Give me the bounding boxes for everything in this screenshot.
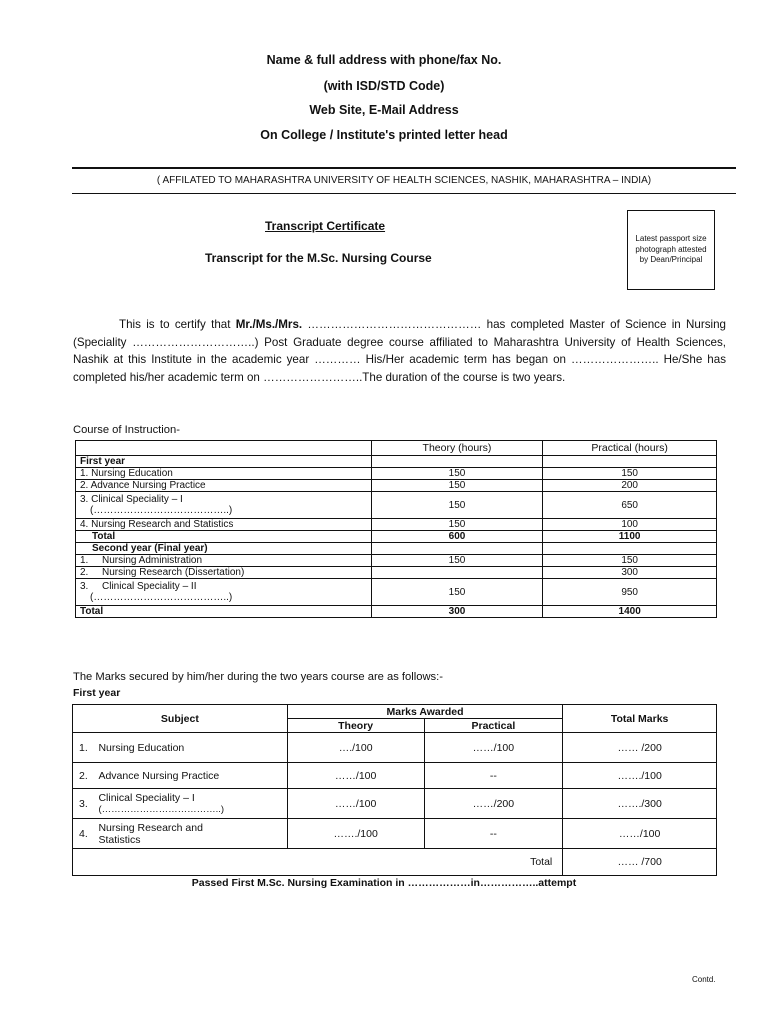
marks-intro: The Marks secured by him/her during the two years course are as follows:- [73,671,443,683]
header-practical: Practical [424,719,563,733]
row-total: ……./100 [563,763,717,789]
row-subject: Advance Nursing Practice [98,763,287,789]
row-no: 2. [73,763,99,789]
row-practical: 100 [543,519,717,531]
table-row [73,763,717,789]
row-practical: 300 [543,567,717,579]
photo-box-text: Latest passport size photograph attested by Dean/Principal [635,234,707,265]
row-subject-cell [98,789,287,819]
row-no: 1. [73,733,99,763]
row-theory: 150 [371,555,543,567]
marks-table [72,704,717,876]
photo-placeholder-box [627,210,715,290]
row-subject: 3. Clinical Speciality – I [80,494,183,505]
row-subject: Nursing Administration [102,555,203,566]
table-row [76,492,717,519]
row-theory: ……/100 [287,789,424,819]
table-row [76,480,717,492]
name-label: Mr./Ms./Mrs. [235,318,303,331]
table-row [76,519,717,531]
header-rule-bottom [72,193,736,194]
total-theory: 300 [371,606,543,618]
table-row [76,579,717,606]
row-subject-cell [76,579,372,606]
row-total: …… /200 [563,733,717,763]
row-practical: ……/200 [424,789,563,819]
row-practical: 650 [543,492,717,519]
row-total: ……./300 [563,789,717,819]
row-no: 1. [80,555,89,566]
row-no: 3. [80,581,89,592]
row-no: 3. [73,789,99,819]
total-theory: 600 [371,531,543,543]
passed-exam-line: Passed First M.Sc. Nursing Examination in ………………in……………..attempt [191,877,577,889]
marks-total-row [73,849,717,876]
table-row [73,819,717,849]
row-subject: 2. Advance Nursing Practice [76,480,372,492]
row-practical: ……/100 [424,733,563,763]
body-text-part1: This is to certify that [119,318,236,331]
letterhead-line-2: (with ISD/STD Code) [323,79,445,93]
certification-paragraph [73,316,726,386]
marks-header-row-1 [73,705,717,719]
row-subject-cell [98,819,287,849]
letterhead-line-1: Name & full address with phone/fax No. [266,53,502,67]
row-practical: 150 [543,468,717,480]
letterhead-line-4: On College / Institute's printed letter head [260,128,508,142]
total-value: …… /700 [563,849,717,876]
row-theory: 150 [371,579,543,606]
total-row-second-year [76,606,717,618]
course-instruction-caption: Course of Instruction- [73,424,180,436]
header-subject [76,441,372,456]
row-total: ……/100 [563,819,717,849]
letterhead-line-3: Web Site, E-Mail Address [309,103,459,117]
row-no: 2. [80,567,89,578]
table-header-row [76,441,717,456]
table-row [76,555,717,567]
row-subject-cell [76,492,372,519]
section-row-first-year [76,456,717,468]
row-theory: ……/100 [287,763,424,789]
table-row [76,468,717,480]
row-subject: Clinical Speciality – II [102,581,197,592]
certificate-subtitle: Transcript for the M.Sc. Nursing Course [205,251,432,265]
header-marks-awarded: Marks Awarded [287,705,562,719]
row-subject-cell [76,555,372,567]
header-practical-hours: Practical (hours) [543,441,717,456]
row-theory: 150 [371,480,543,492]
total-label: Total [73,849,563,876]
header-rule-top [72,167,736,169]
row-subject-line2: Statistics [98,833,141,846]
marks-year-label: First year [73,687,121,699]
row-practical: -- [424,763,563,789]
row-theory: 150 [371,519,543,531]
affiliation-text: ( AFFILATED TO MAHARASHTRA UNIVERSITY OF HEALTH SCIENCES, NASHIK, MAHARASHTRA – INDIA) [156,175,652,186]
header-total-marks: Total Marks [563,705,717,733]
row-subject: Nursing Research and [98,821,203,834]
header-theory-hours: Theory (hours) [371,441,543,456]
row-subject: Nursing Research (Dissertation) [102,567,245,578]
table-row [76,567,717,579]
total-row-first-year [76,531,717,543]
total-practical: 1100 [543,531,717,543]
contd-note: Contd. [692,975,716,984]
row-blank: (…………………………………..) [90,505,233,516]
body-text-part2: ……………………………………… has completed Master of Science in Nursing (Speciality …………………………..) Post Graduate degree course affiliated to Maharashtra University of Health Sciences, Nashik at this Institute in the academic year ………… His/Her academic term has began on ………………….. He/She has completed his/her academic term on ……………………..The duration of the course is two years. [73,318,726,384]
total-label: Total [76,606,372,618]
row-practical: 950 [543,579,717,606]
header-subject: Subject [73,705,288,733]
row-theory: …./100 [287,733,424,763]
first-year-label: First year [76,456,372,468]
row-theory [371,567,543,579]
course-instruction-table [75,440,717,618]
row-practical: -- [424,819,563,849]
table-row [73,733,717,763]
header-theory: Theory [287,719,424,733]
row-subject-cell [76,567,372,579]
second-year-label: Second year (Final year) [76,543,372,555]
total-label: Total [76,531,372,543]
certificate-title: Transcript Certificate [265,219,386,233]
table-row [73,789,717,819]
row-subject: 4. Nursing Research and Statistics [76,519,372,531]
row-no: 4. [73,819,99,849]
row-theory: 150 [371,468,543,480]
row-subject: Nursing Education [98,733,287,763]
row-blank: (………………………………..) [98,804,225,815]
section-row-second-year [76,543,717,555]
row-practical: 150 [543,555,717,567]
row-subject: 1. Nursing Education [76,468,372,480]
row-subject: Clinical Speciality – I [98,792,195,804]
row-theory: 150 [371,492,543,519]
row-practical: 200 [543,480,717,492]
row-blank: (…………………………………..) [90,592,233,603]
row-theory: ……./100 [287,819,424,849]
total-practical: 1400 [543,606,717,618]
